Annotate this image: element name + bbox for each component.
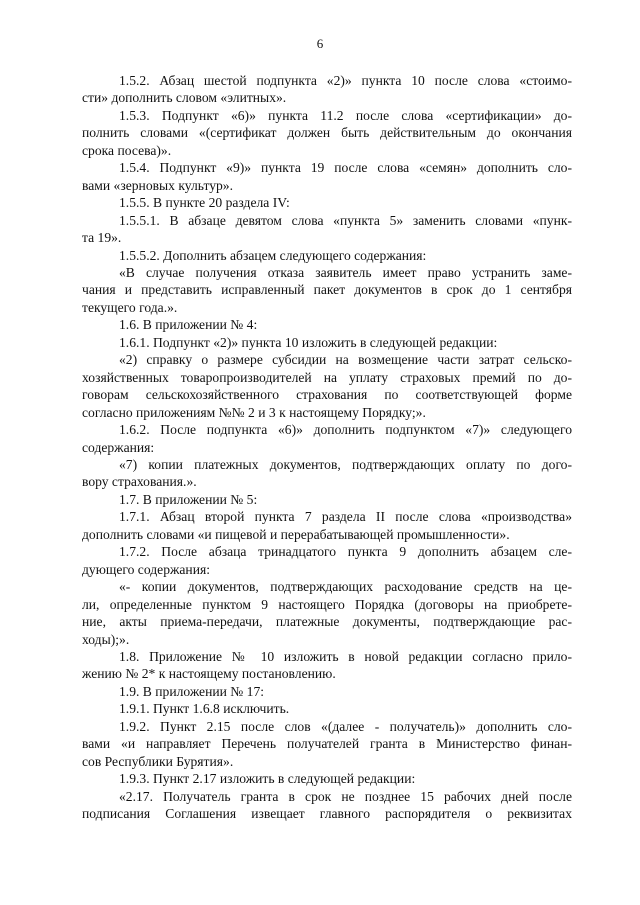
text-line: «2.17. Получатель гранта в срок не позднее 15 рабочих дней после (119, 788, 572, 804)
text-line: дополнить словами «и пищевой и перерабатывающей промышленности». (82, 526, 510, 542)
text-line: 1.5.2. Абзац шестой подпункта «2)» пункта 10 после слова «стоимо- (119, 73, 572, 88)
text-line: 1.5.3. Подпункт «6)» пункта 11.2 после слова «сертификации» до- (119, 107, 572, 123)
text-line: полнить словами «(сертификат должен быть действительным до окончания (82, 125, 572, 141)
text-line: жению № 2* к настоящему постановлению. (82, 666, 336, 682)
text-line: «- копии документов, подтверждающих расходование средств на це- (119, 579, 572, 595)
text-line: 1.9.1. Пункт 1.6.8 исключить. (119, 701, 290, 717)
text-line: 1.6.1. Подпункт «2)» пункта 10 изложить в следующей редакции: (119, 334, 498, 350)
text-line: согласно приложениям №№ 2 и 3 к настоящему Порядку;». (82, 404, 426, 420)
text-line: ние, акты приема-передачи, платежные документы, подтверждающие рас- (82, 614, 572, 630)
text-line: текущего года.». (82, 299, 178, 315)
text-line: 1.9.2. Пункт 2.15 после слов «(далее - получатель)» дополнить сло- (119, 718, 572, 734)
text-line: вору страхования.». (82, 474, 197, 490)
text-line: 1.6.2. После подпункта «6)» дополнить подпунктом «7)» следующего (119, 422, 572, 438)
document-body (82, 72, 572, 822)
text-line: 1.5.5.2. Дополнить абзацем следующего содержания: (119, 247, 427, 263)
text-line: чания и представить исправленный пакет документов в срок до 1 сентября (82, 282, 572, 298)
text-line: 1.7.1. Абзац второй пункта 7 раздела II после слова «производства» (119, 509, 572, 525)
text-line: срока посева)». (82, 142, 172, 158)
text-line: та 19». (82, 230, 122, 246)
text-line: 1.9. В приложении № 17: (119, 683, 265, 699)
text-line: 1.7. В приложении № 5: (119, 491, 258, 507)
text-line: 1.5.4. Подпункт «9)» пункта 19 после слова «семян» дополнить сло- (119, 160, 572, 176)
text-line: ли, определенные пунктом 9 настоящего Порядка (договоры на приобрете- (82, 596, 572, 612)
text-line: содержания: (82, 439, 155, 455)
text-line: 1.6. В приложении № 4: (119, 317, 258, 333)
text-line: 1.8. Приложение № 10 изложить в новой редакции согласно прило- (119, 648, 572, 664)
text-line: дующего содержания: (82, 561, 210, 577)
text-line: сти» дополнить словом «элитных». (82, 90, 287, 106)
text-line: «2) справку о размере субсидии на возмещение части затрат сельско- (119, 352, 572, 368)
text-line: говорам сельскохозяйственного страхования по соответствующей форме (82, 387, 572, 403)
text-line: подписания Соглашения извещает главного распорядителя о реквизитах (82, 806, 572, 822)
text-line: вами «зерновых культур». (82, 177, 233, 193)
text-line: 1.5.5.1. В абзаце девятом слова «пункта 5» заменить словами «пунк- (119, 212, 572, 228)
text-line: «В случае получения отказа заявитель имеет право устранить заме- (119, 264, 572, 280)
text-line: 1.7.2. После абзаца тринадцатого пункта 9 дополнить абзацем сле- (119, 544, 572, 560)
text-line: ходы);». (82, 631, 130, 647)
text-line: 1.5.5. В пункте 20 раздела IV: (119, 195, 290, 211)
text-line: вами «и направляет Перечень получателей гранта в Министерство финан- (82, 736, 572, 752)
text-line: «7) копии платежных документов, подтверждающих оплату по дого- (119, 456, 572, 472)
page-number: 6 (316, 36, 324, 51)
text-line: 1.9.3. Пункт 2.17 изложить в следующей редакции: (119, 771, 416, 787)
text-line: сов Республики Бурятия». (82, 753, 234, 769)
text-line: хозяйственных товаропроизводителей на уплату страховых премий по до- (82, 369, 572, 385)
